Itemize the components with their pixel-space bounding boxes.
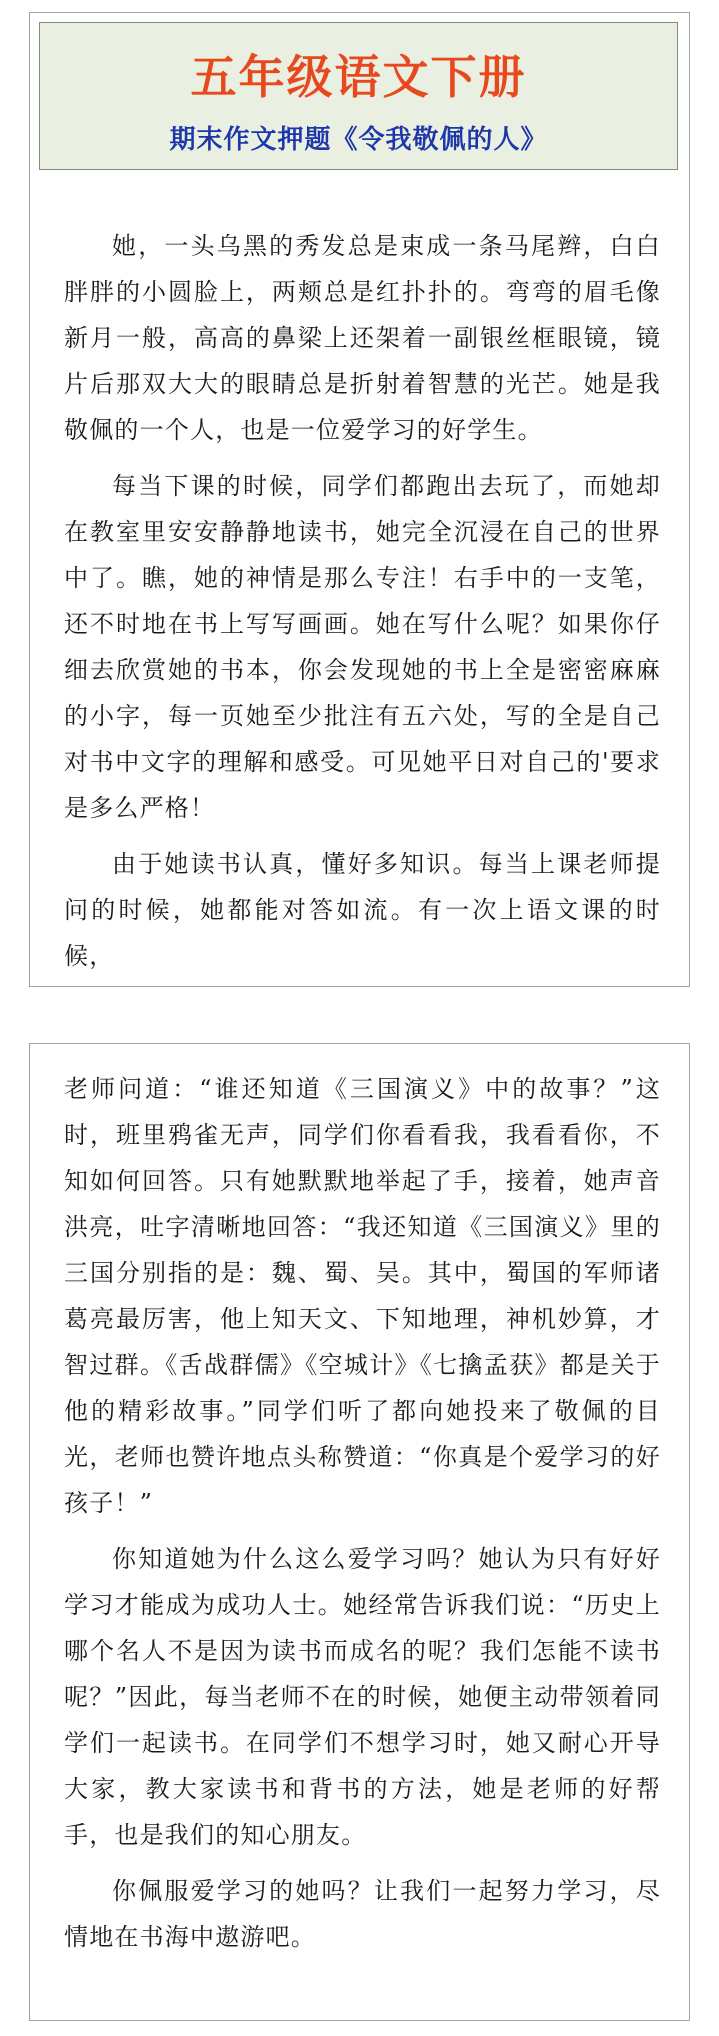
document-page-1	[29, 12, 690, 987]
title-banner	[39, 22, 678, 170]
paragraph: 你知道她为什么这么爱学习吗？她认为只有好好学习才能成为成功人士。她经常告诉我们说：“历史上哪个名人不是因为读书而成名的呢？我们怎能不读书呢？”因此，每当老师不在的时候，她便主动带领着同学们一起读书。在同学们不想学习时，她又耐心开导大家，教大家读书和背书的方法，她是老师的好帮手，也是我们的知心朋友。	[64, 1545, 661, 1849]
essay-body-part-2	[64, 1066, 661, 1970]
paragraph: 你佩服爱学习的她吗？让我们一起努力学习，尽情地在书海中遨游吧。	[64, 1877, 661, 1951]
page-title: 五年级语文下册	[190, 50, 527, 104]
essay-body-part-1	[64, 223, 661, 989]
paragraph: 她，一头乌黑的秀发总是束成一条马尾辫，白白胖胖的小圆脸上，两颊总是红扑扑的。弯弯的眉毛像新月一般，高高的鼻梁上还架着一副银丝框眼镜，镜片后那双大大的眼睛总是折射着智慧的光芒。她是我敬佩的一个人，也是一位爱学习的好学生。	[64, 232, 661, 444]
document-page-2	[29, 1043, 690, 2021]
paragraph: 每当下课的时候，同学们都跑出去玩了，而她却在教室里安安静静地读书，她完全沉浸在自己的世界中了。瞧，她的神情是那么专注！右手中的一支笔，还不时地在书上写写画画。她在写什么呢？如果你仔细去欣赏她的书本，你会发现她的书上全是密密麻麻的小字，每一页她至少批注有五六处，写的全是自己对书中文字的理解和感受。可见她平日对自己的'要求是多么严格！	[64, 472, 661, 822]
paragraph: 老师问道：“谁还知道《三国演义》中的故事？”这时，班里鸦雀无声，同学们你看看我，我看看你，不知如何回答。只有她默默地举起了手，接着，她声音洪亮，吐字清晰地回答：“我还知道《三国演义》里的三国分别指的是：魏、蜀、吴。其中，蜀国的军师诸葛亮最厉害，他上知天文、下知地理，神机妙算，才智过群。《舌战群儒》《空城计》《七擒孟获》都是关于他的精彩故事。”同学们听了都向她投来了敬佩的目光，老师也赞许地点头称赞道：“你真是个爱学习的好孩子！”	[64, 1075, 661, 1517]
page-subtitle: 期末作文押题《令我敬佩的人》	[169, 125, 548, 155]
paragraph: 由于她读书认真，懂好多知识。每当上课老师提问的时候，她都能对答如流。有一次上语文课的时候，	[64, 850, 661, 970]
